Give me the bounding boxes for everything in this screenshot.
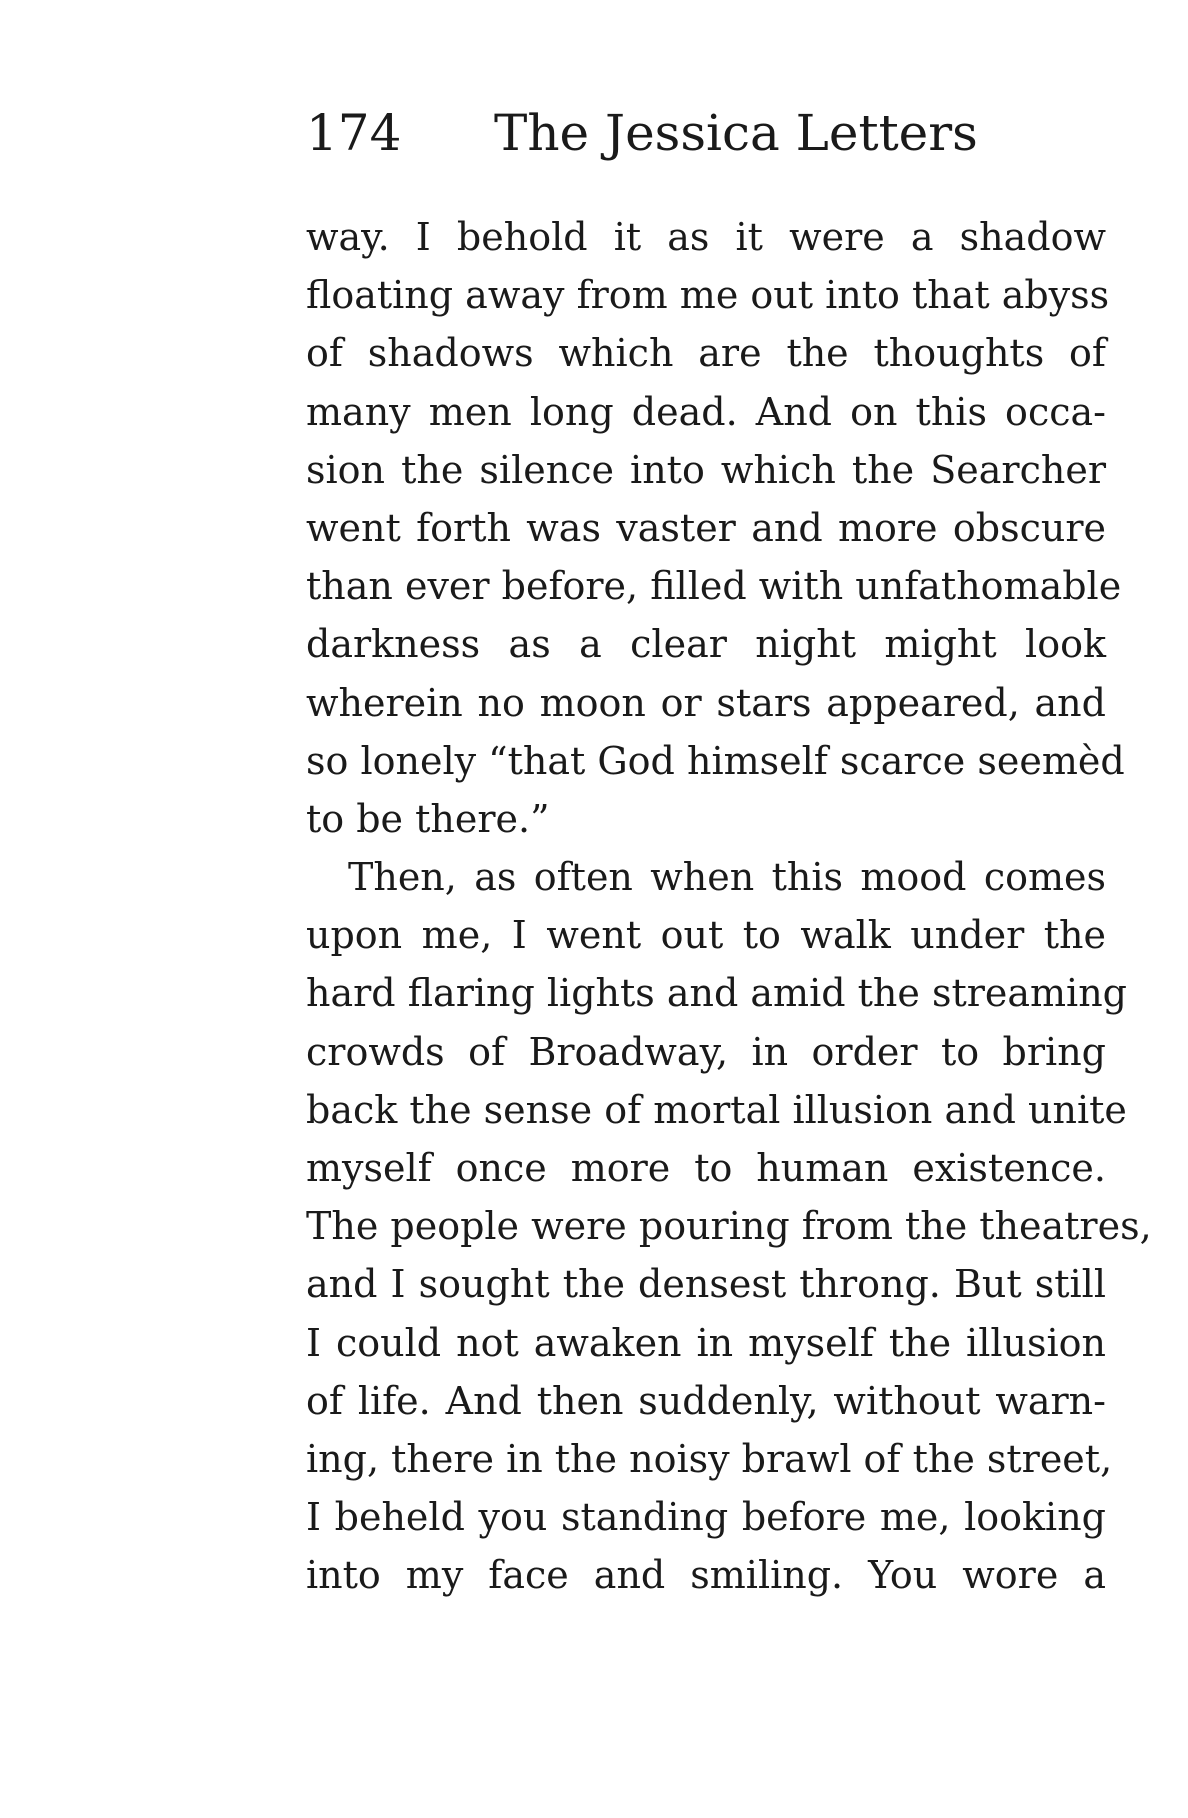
text-line: I could not awaken in myself the illusion [306, 1320, 1106, 1365]
text-line: darkness as a clear night might look [306, 622, 1106, 667]
page-header [306, 98, 1106, 168]
text-line: sion the silence into which the Searcher [306, 447, 1106, 492]
text-line: floating away from me out into that abyss [306, 273, 1110, 318]
text-line: and I sought the densest throng. But still [306, 1262, 1106, 1307]
text-line: back the sense of mortal illusion and unite [306, 1087, 1127, 1132]
text-line: upon me, I went out to walk under the [306, 913, 1106, 958]
text-line: wherein no moon or stars appeared, and [306, 680, 1106, 725]
text-line: way. I behold it as it were a shadow [306, 215, 1106, 259]
text-line: to be there.” [306, 796, 550, 841]
text-line: of shadows which are the thoughts of [306, 331, 1106, 376]
text-line: crowds of Broadway, in order to bring [306, 1029, 1106, 1074]
text-line: went forth was vaster and more obscure [306, 505, 1106, 550]
body-text [306, 208, 1152, 1605]
running-title: The Jessica Letters [494, 104, 978, 162]
text-line: of life. And then suddenly, without warn- [306, 1378, 1106, 1423]
text-line: The people were pouring from the theatres, [306, 1204, 1152, 1249]
page-number: 174 [306, 104, 402, 162]
text-line: Then, as often when this mood comes [348, 855, 1106, 900]
text-line: hard flaring lights and amid the streaming [306, 971, 1128, 1016]
text-line: into my face and smiling. You wore a [306, 1553, 1106, 1598]
text-line: I beheld you standing before me, looking [306, 1495, 1106, 1540]
text-line: so lonely “that God himself scarce seemèd [306, 738, 1125, 783]
paragraph-1 [306, 208, 1125, 848]
text-line: myself once more to human existence. [306, 1146, 1106, 1190]
text-line: than ever before, filled with unfathomable [306, 564, 1122, 609]
paragraph-2 [306, 848, 1152, 1604]
text-line: many men long dead. And on this occa- [306, 389, 1106, 434]
text-line: ing, there in the noisy brawl of the street, [306, 1436, 1113, 1481]
